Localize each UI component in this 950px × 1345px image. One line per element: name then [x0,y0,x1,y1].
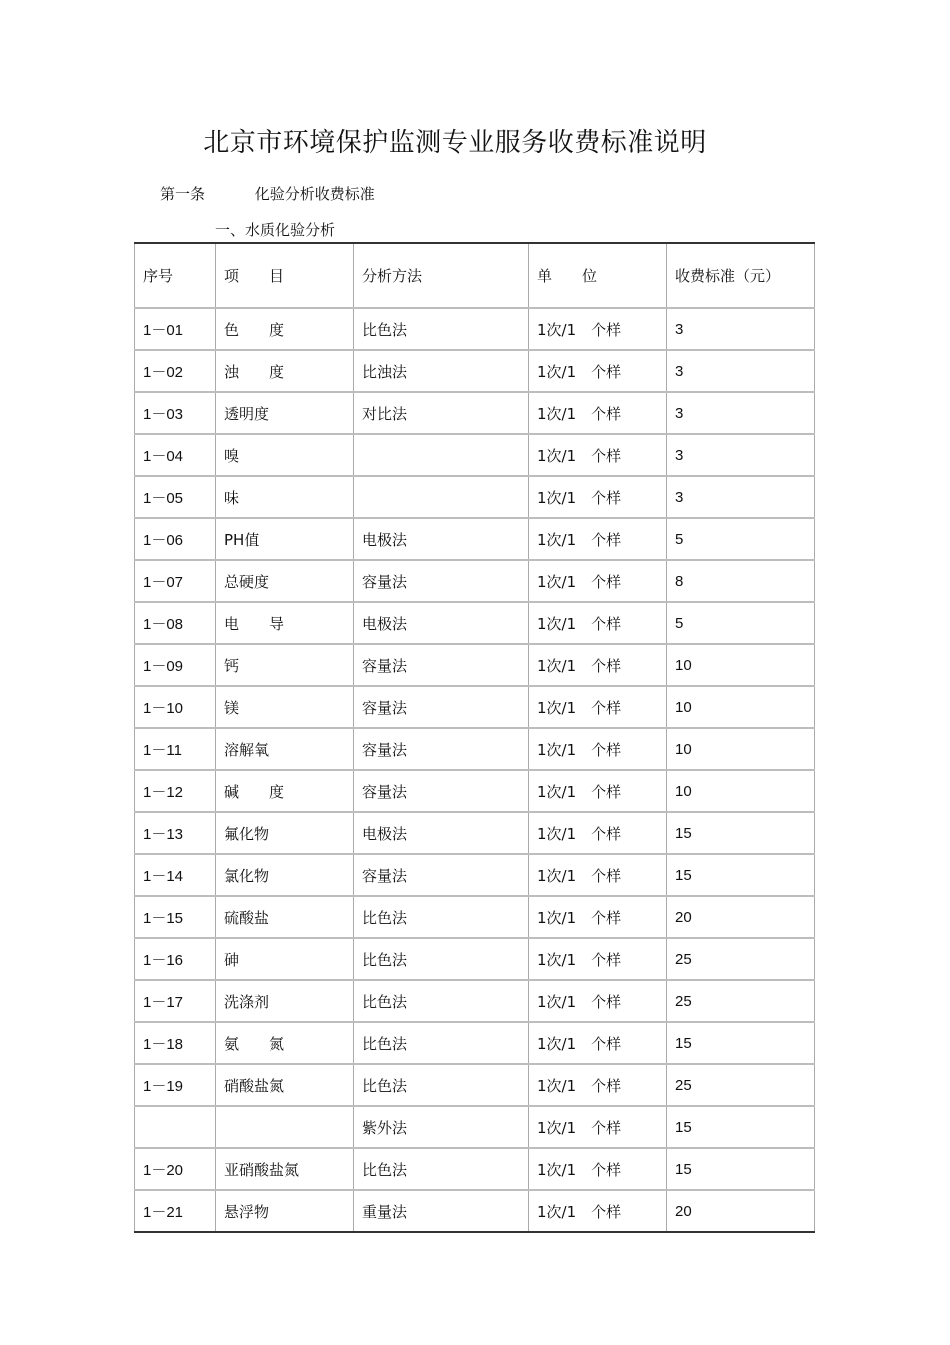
unit-cell: 1次/1 个样 [529,560,667,602]
fee-cell: 20 [667,1190,815,1232]
serial-cell: 1－01 [135,308,216,350]
serial-cell: 1－10 [135,686,216,728]
document-title: 北京市环境保护监测专业服务收费标准说明 [203,128,707,158]
unit-cell: 1次/1 个样 [529,770,667,812]
table-row [135,938,815,980]
item-cell: 溶解氧 [216,728,354,770]
method-cell: 比色法 [354,980,529,1022]
unit-cell: 1次/1 个样 [529,938,667,980]
item-cell: 亚硝酸盐氮 [216,1148,354,1190]
serial-cell: 1－06 [135,518,216,560]
serial-cell: 1－09 [135,644,216,686]
unit-cell: 1次/1 个样 [529,1064,667,1106]
header-item: 项 目 [216,243,354,308]
header-unit: 单 位 [529,243,667,308]
table-row [135,644,815,686]
header-method: 分析方法 [354,243,529,308]
unit-cell: 1次/1 个样 [529,518,667,560]
item-cell: PH值 [216,518,354,560]
unit-cell: 1次/1 个样 [529,1106,667,1148]
fee-cell: 15 [667,1022,815,1064]
fee-cell: 25 [667,1064,815,1106]
serial-cell: 1－14 [135,854,216,896]
serial-cell: 1－13 [135,812,216,854]
fee-cell: 15 [667,1106,815,1148]
method-cell: 容量法 [354,854,529,896]
fee-cell: 10 [667,686,815,728]
table-row [135,854,815,896]
table-body [135,308,815,1232]
table-row [135,1190,815,1232]
unit-cell: 1次/1 个样 [529,434,667,476]
item-cell: 砷 [216,938,354,980]
unit-cell: 1次/1 个样 [529,1022,667,1064]
method-cell [354,476,529,518]
serial-cell: 1－18 [135,1022,216,1064]
table-row [135,560,815,602]
item-cell [216,1106,354,1148]
item-cell: 硫酸盐 [216,896,354,938]
method-cell: 比浊法 [354,350,529,392]
method-cell: 容量法 [354,644,529,686]
unit-cell: 1次/1 个样 [529,1148,667,1190]
method-cell: 比色法 [354,1064,529,1106]
method-cell: 电极法 [354,812,529,854]
unit-cell: 1次/1 个样 [529,392,667,434]
fee-cell: 20 [667,896,815,938]
table-row [135,476,815,518]
table-row [135,1148,815,1190]
table-row [135,392,815,434]
item-cell: 氟化物 [216,812,354,854]
method-cell: 重量法 [354,1190,529,1232]
serial-cell: 1－03 [135,392,216,434]
item-cell: 电 导 [216,602,354,644]
method-cell: 比色法 [354,896,529,938]
serial-cell: 1－16 [135,938,216,980]
table-row [135,770,815,812]
method-cell: 容量法 [354,686,529,728]
unit-cell: 1次/1 个样 [529,1190,667,1232]
method-cell: 比色法 [354,308,529,350]
item-cell: 色 度 [216,308,354,350]
table-row [135,980,815,1022]
table-row [135,728,815,770]
fee-cell: 5 [667,518,815,560]
fee-cell: 3 [667,476,815,518]
serial-cell: 1－08 [135,602,216,644]
table-row [135,1064,815,1106]
method-cell: 容量法 [354,770,529,812]
method-cell: 电极法 [354,602,529,644]
item-cell: 洗涤剂 [216,980,354,1022]
method-cell: 容量法 [354,560,529,602]
fee-cell: 25 [667,980,815,1022]
item-cell: 嗅 [216,434,354,476]
serial-cell: 1－04 [135,434,216,476]
serial-cell: 1－19 [135,1064,216,1106]
fee-cell: 5 [667,602,815,644]
method-cell: 比色法 [354,938,529,980]
header-fee: 收费标准（元） [667,243,815,308]
unit-cell: 1次/1 个样 [529,686,667,728]
fee-cell: 15 [667,1148,815,1190]
fee-cell: 15 [667,854,815,896]
section-heading: 一、水质化验分析 [215,221,336,239]
serial-cell: 1－15 [135,896,216,938]
fee-table [134,242,815,1233]
unit-cell: 1次/1 个样 [529,350,667,392]
fee-cell: 8 [667,560,815,602]
serial-cell: 1－05 [135,476,216,518]
unit-cell: 1次/1 个样 [529,602,667,644]
table-row [135,350,815,392]
serial-cell: 1－12 [135,770,216,812]
article-number: 第一条 [160,185,206,203]
unit-cell: 1次/1 个样 [529,476,667,518]
item-cell: 氨 氮 [216,1022,354,1064]
fee-cell: 3 [667,308,815,350]
method-cell: 电极法 [354,518,529,560]
table-row [135,1022,815,1064]
item-cell: 镁 [216,686,354,728]
table-row [135,602,815,644]
fee-cell: 10 [667,644,815,686]
article-name: 化验分析收费标准 [254,185,375,203]
item-cell: 浊 度 [216,350,354,392]
serial-cell [135,1106,216,1148]
unit-cell: 1次/1 个样 [529,854,667,896]
serial-cell: 1－07 [135,560,216,602]
fee-cell: 3 [667,392,815,434]
method-cell [354,434,529,476]
serial-cell: 1－21 [135,1190,216,1232]
item-cell: 悬浮物 [216,1190,354,1232]
method-cell: 对比法 [354,392,529,434]
fee-cell: 15 [667,812,815,854]
item-cell: 透明度 [216,392,354,434]
table-row [135,308,815,350]
serial-cell: 1－02 [135,350,216,392]
table-row [135,1106,815,1148]
method-cell: 比色法 [354,1148,529,1190]
item-cell: 硝酸盐氮 [216,1064,354,1106]
method-cell: 容量法 [354,728,529,770]
method-cell: 紫外法 [354,1106,529,1148]
table-row [135,686,815,728]
header-serial: 序号 [135,243,216,308]
item-cell: 味 [216,476,354,518]
table-row [135,518,815,560]
fee-cell: 3 [667,350,815,392]
serial-cell: 1－11 [135,728,216,770]
item-cell: 氯化物 [216,854,354,896]
fee-cell: 25 [667,938,815,980]
table-row [135,812,815,854]
table-row [135,896,815,938]
unit-cell: 1次/1 个样 [529,812,667,854]
item-cell: 总硬度 [216,560,354,602]
serial-cell: 1－17 [135,980,216,1022]
fee-cell: 10 [667,728,815,770]
unit-cell: 1次/1 个样 [529,308,667,350]
unit-cell: 1次/1 个样 [529,980,667,1022]
unit-cell: 1次/1 个样 [529,644,667,686]
fee-cell: 10 [667,770,815,812]
unit-cell: 1次/1 个样 [529,896,667,938]
item-cell: 碱 度 [216,770,354,812]
article-heading [160,183,375,204]
serial-cell: 1－20 [135,1148,216,1190]
fee-cell: 3 [667,434,815,476]
item-cell: 钙 [216,644,354,686]
unit-cell: 1次/1 个样 [529,728,667,770]
method-cell: 比色法 [354,1022,529,1064]
table-row [135,434,815,476]
table-header-row [135,243,815,308]
